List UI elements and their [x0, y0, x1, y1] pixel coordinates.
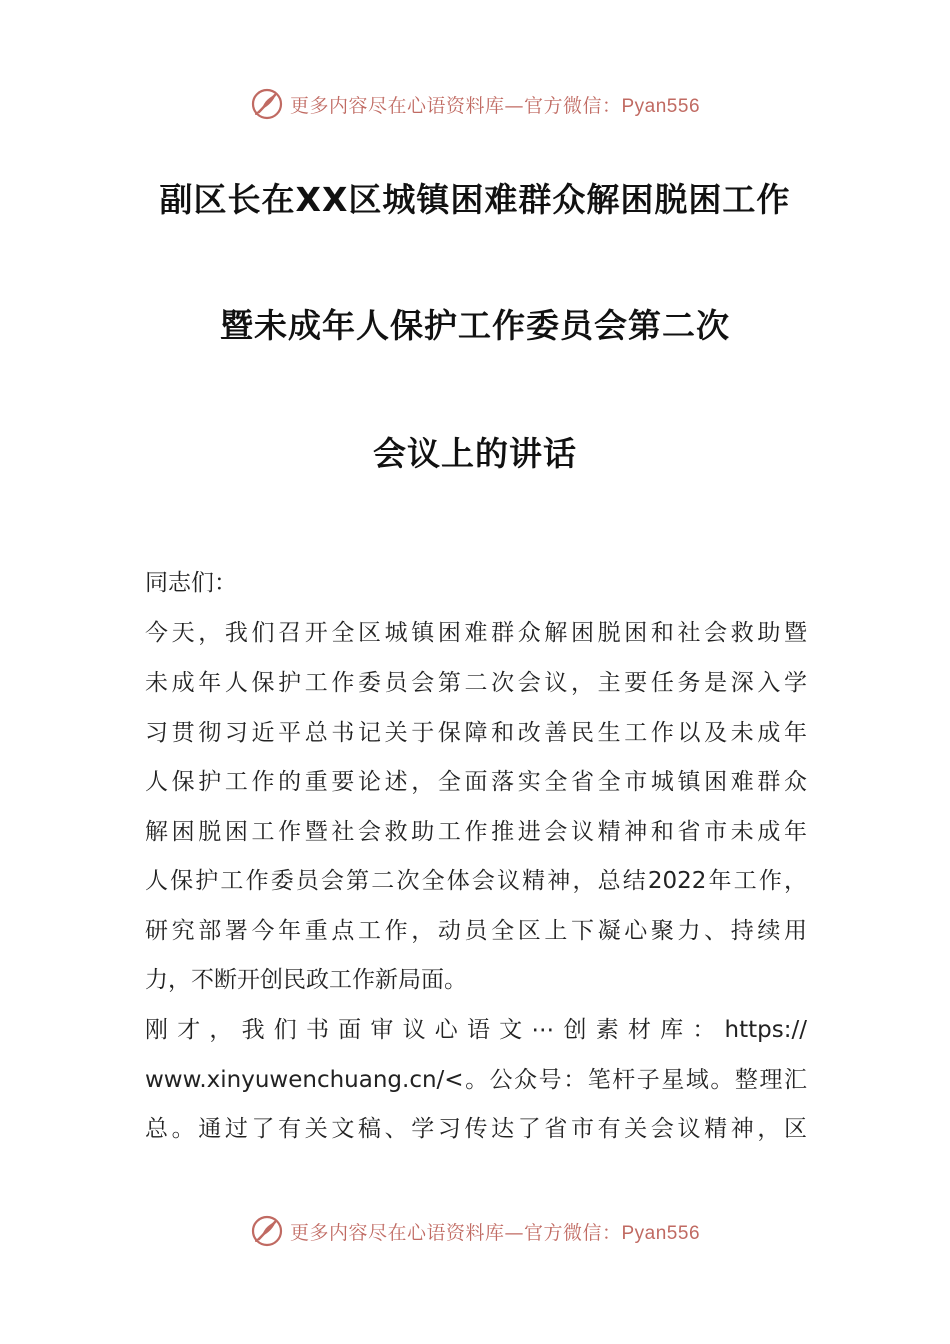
quill-logo-icon	[250, 87, 284, 121]
quill-logo-icon	[250, 1214, 284, 1248]
paragraph-line: 人保护工作的重要论述，全面落实全省全市城镇困难群众	[145, 769, 807, 795]
banner-handle: Pyan556	[621, 95, 701, 117]
paragraph-line: www.xinyuwenchuang.cn/<。公众号：笔杆子星域。整理汇	[145, 1067, 807, 1093]
banner-content	[250, 87, 700, 121]
paragraph-line: 习贯彻习近平总书记关于保障和改善民生工作以及未成年	[145, 720, 807, 746]
paragraph-line: 解困脱困工作暨社会救助工作推进会议精神和省市未成年	[145, 819, 807, 845]
paragraph-line: 刚才，我们书面审议心语文⋯创素材库：https://	[145, 1017, 807, 1043]
banner-text	[290, 91, 700, 118]
title-line-1: 副区长在XX区城镇困难群众解困脱困工作	[159, 180, 791, 219]
banner-text	[290, 1218, 700, 1245]
header-banner	[0, 82, 950, 126]
salutation: 同志们：	[145, 570, 237, 596]
paragraph-line: 研究部署今年重点工作，动员全区上下凝心聚力、持续用	[145, 918, 807, 944]
title-line-2: 暨未成年人保护工作委员会第二次	[220, 306, 730, 345]
banner-slogan: 更多内容尽在心语资料库	[289, 94, 505, 117]
banner-dash: —	[504, 94, 524, 117]
banner-official-label: 官方微信：	[523, 1221, 622, 1244]
paragraph-line: 人保护工作委员会第二次全体会议精神，总结2022年工作，	[145, 868, 807, 894]
title-line-3: 会议上的讲话	[373, 434, 577, 473]
banner-official-label: 官方微信：	[523, 94, 622, 117]
paragraph-line: 力，不断开创民政工作新局面。	[145, 967, 467, 993]
banner-handle: Pyan556	[621, 1222, 701, 1244]
banner-content	[250, 1214, 700, 1248]
banner-dash: —	[504, 1221, 524, 1244]
footer-banner	[0, 1209, 950, 1253]
paragraph-line: 未成年人保护工作委员会第二次会议，主要任务是深入学	[145, 670, 807, 696]
banner-slogan: 更多内容尽在心语资料库	[289, 1221, 505, 1244]
paragraph-line: 今天，我们召开全区城镇困难群众解困脱困和社会救助暨	[145, 620, 807, 646]
paragraph-line: 总。通过了有关文稿、学习传达了省市有关会议精神，区	[145, 1116, 807, 1142]
